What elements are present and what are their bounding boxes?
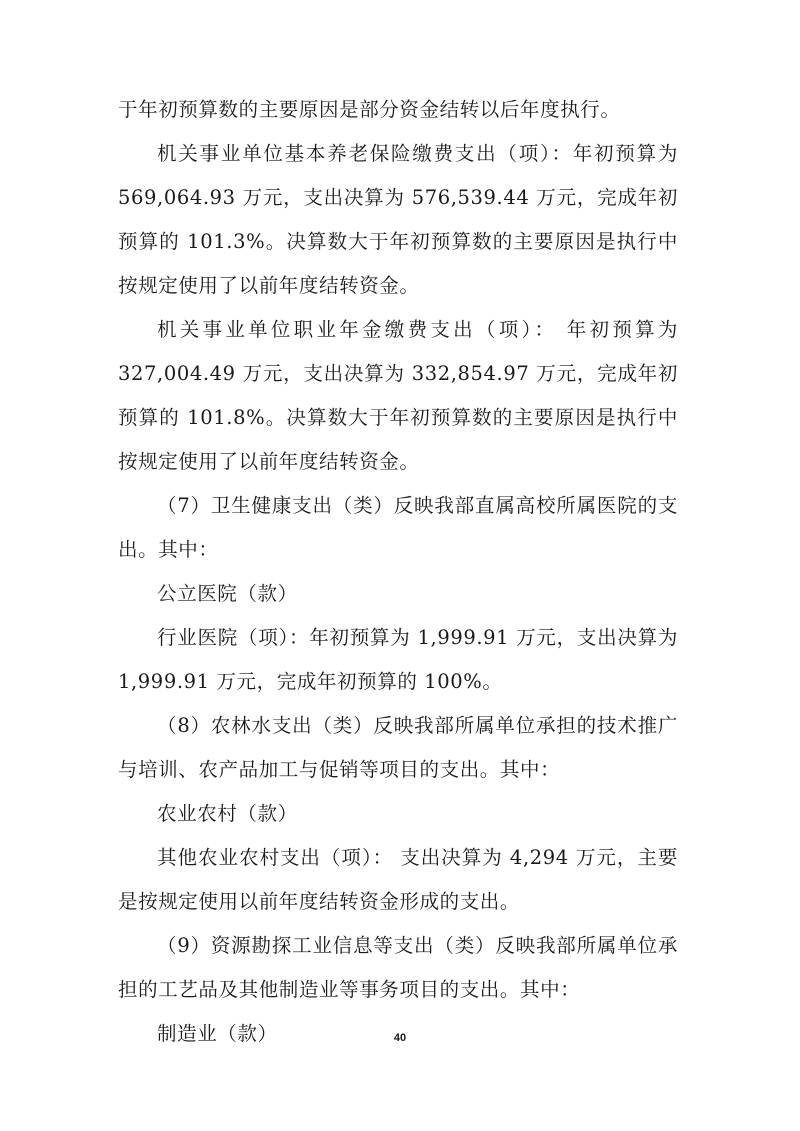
paragraph-industry-hospital: 行业医院（项）：年初预算为 1,999.91 万元，支出决算为 1,999.91 万元，完成年初预算的 100%。: [118, 626, 678, 693]
paragraph-public-hospital: 公立医院（款）: [157, 582, 298, 605]
paragraph-continuation: 于年初预算数的主要原因是部分资金结转以后年度执行。: [118, 98, 621, 121]
paragraph-manufacturing: 制造业（款）: [157, 1022, 278, 1045]
paragraph-item-8-agriculture: （8）农林水支出（类）反映我部所属单位承担的技术推广与培训、农产品加工与促销等项目的支出。其中：: [118, 714, 678, 781]
paragraph-agriculture-rural: 农业农村（款）: [157, 802, 298, 825]
page-number: 40: [393, 1032, 407, 1044]
paragraph-occupational-annuity: 机关事业单位职业年金缴费支出（项）： 年初预算为 327,004.49 万元，支出决算为 332,854.97 万元，完成年初预算的 101.8%。决算数大于年初预算数的主要原因是执行中按规定使用了以前年度结转资金。: [118, 318, 678, 473]
paragraph-pension-insurance: 机关事业单位基本养老保险缴费支出（项）：年初预算为 569,064.93 万元，支出决算为 576,539.44 万元，完成年初预算的 101.3%。决算数大于年初预算数的主要原因是执行中按规定使用了以前年度结转资金。: [118, 142, 678, 297]
paragraph-item-7-health: （7）卫生健康支出（类）反映我部直属高校所属医院的支出。其中：: [118, 494, 678, 561]
paragraph-item-9-resource-exploration: （9）资源勘探工业信息等支出（类）反映我部所属单位承担的工艺品及其他制造业等事务项目的支出。其中：: [118, 934, 678, 1001]
page-body: [118, 88, 678, 1056]
paragraph-other-agriculture-rural: 其他农业农村支出（项）： 支出决算为 4,294 万元，主要是按规定使用以前年度结转资金形成的支出。: [118, 846, 678, 913]
